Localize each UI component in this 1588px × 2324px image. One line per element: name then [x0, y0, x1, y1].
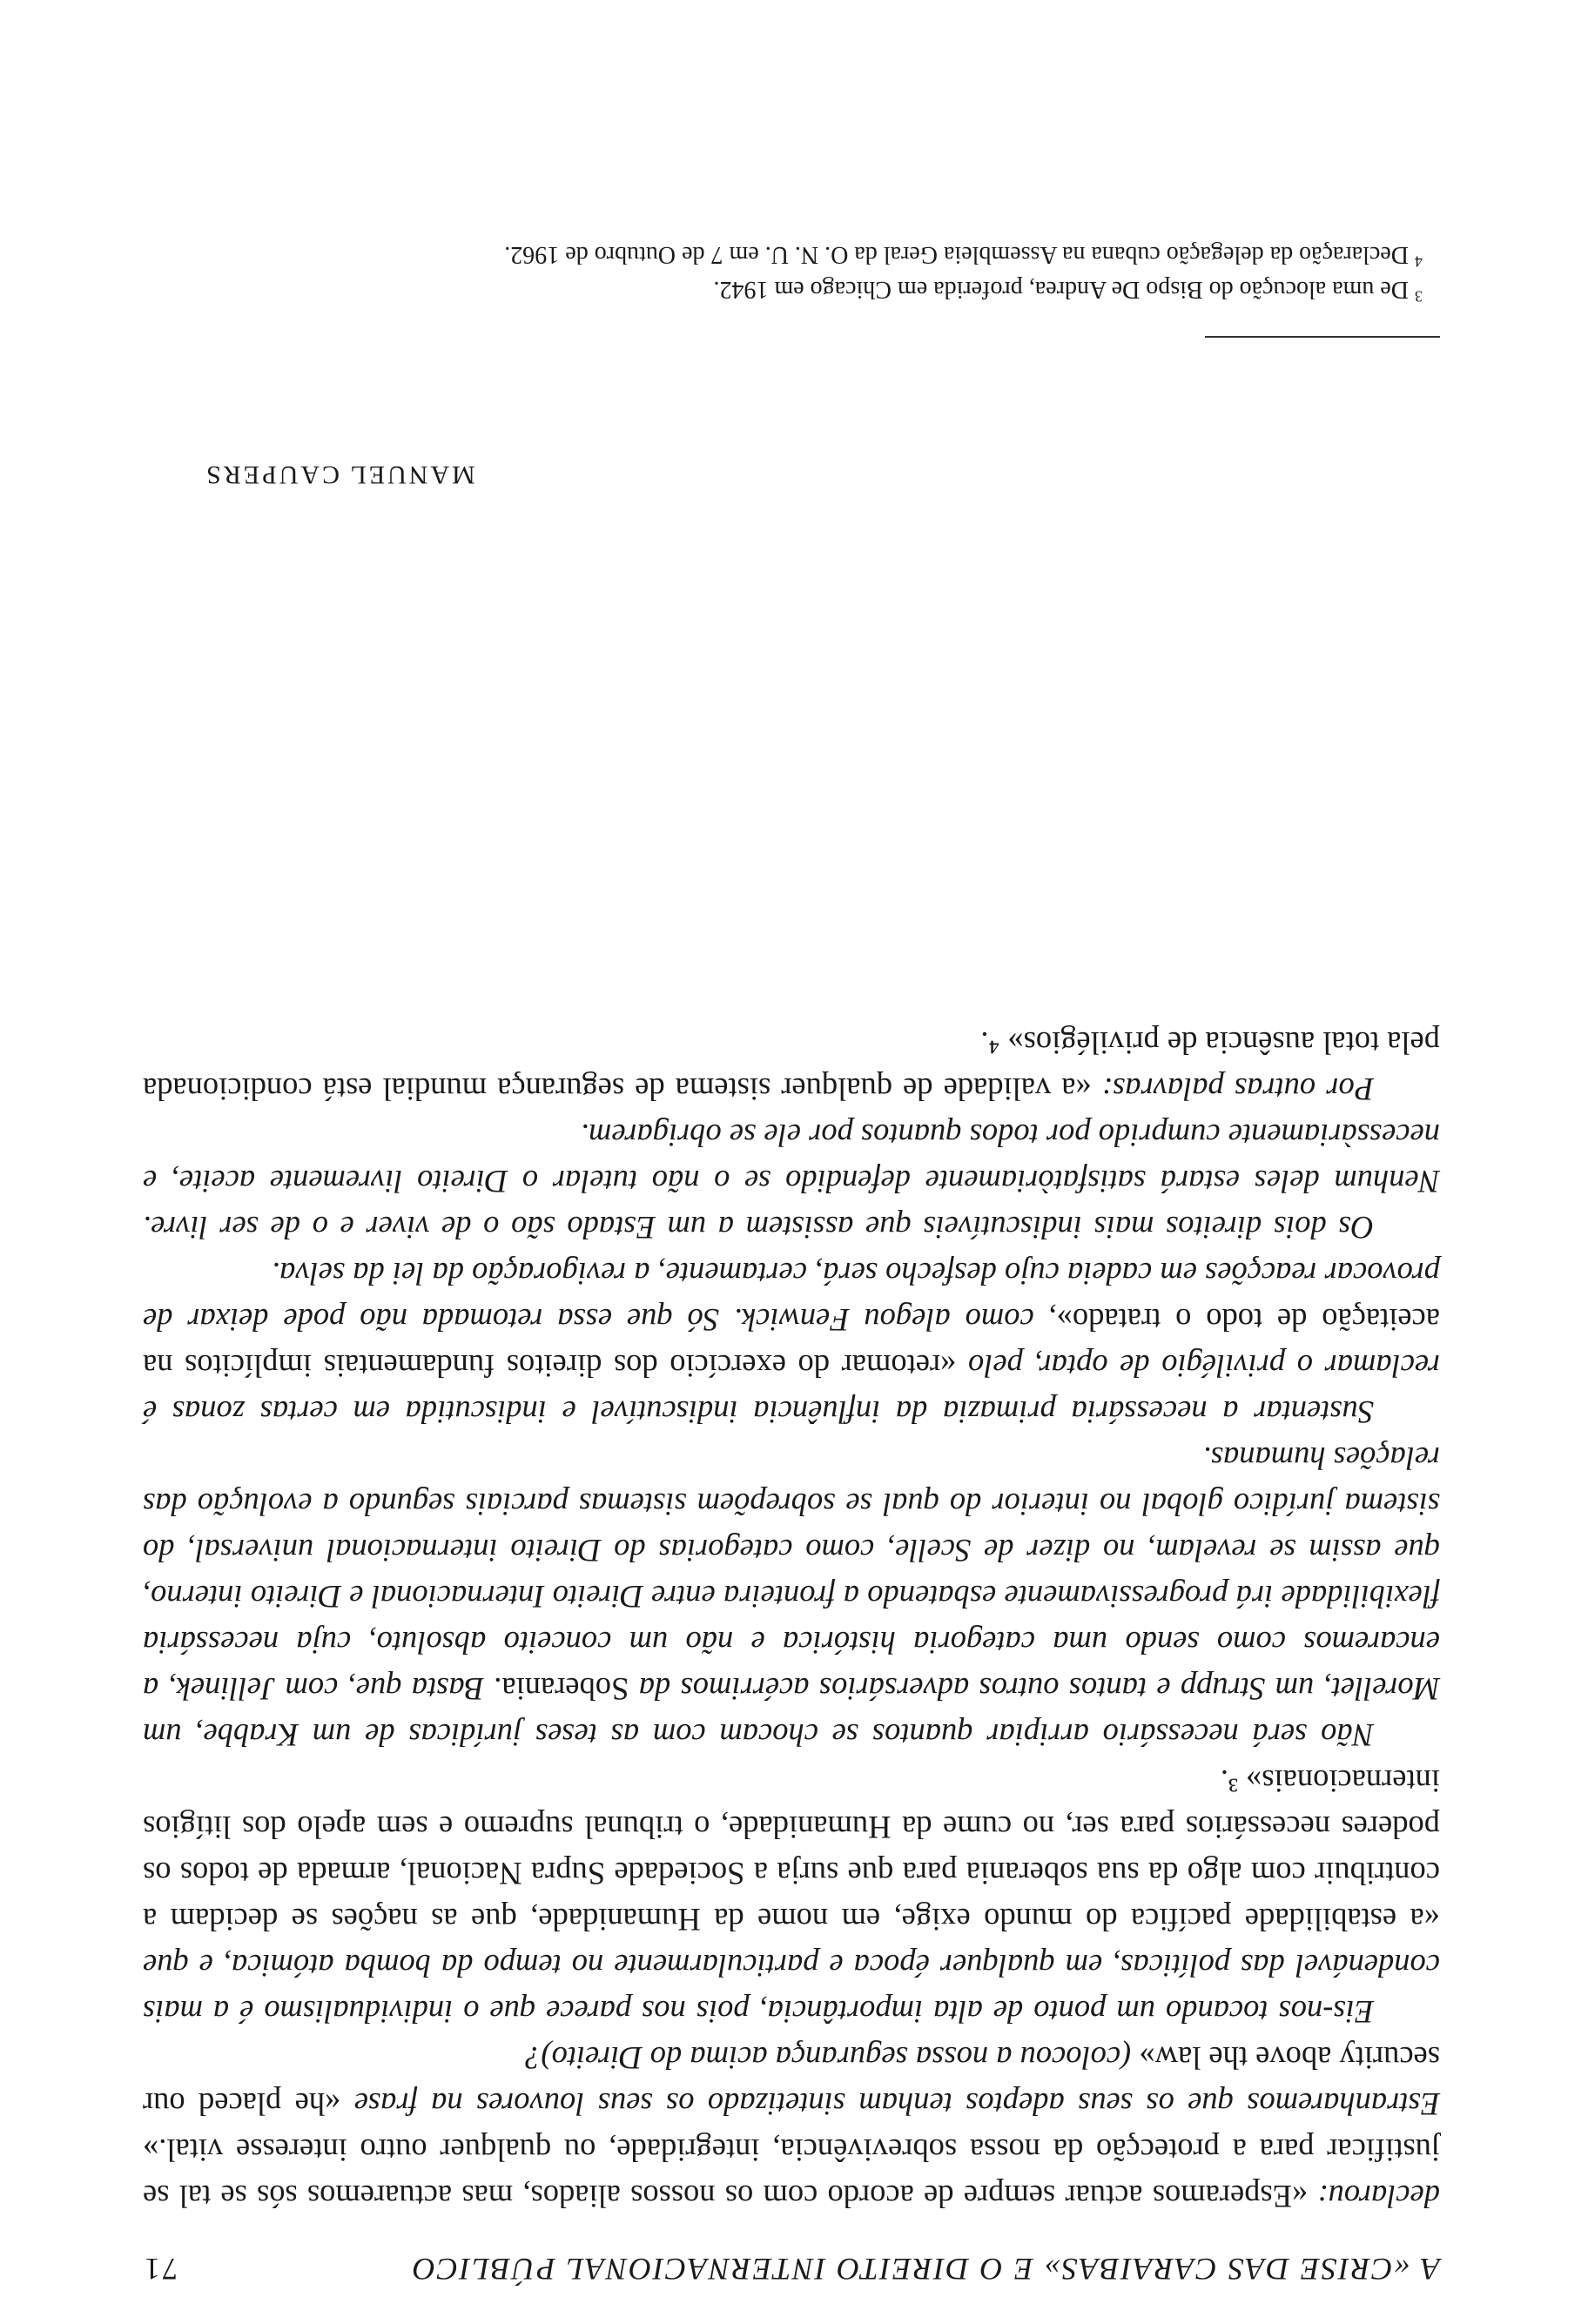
- italic-run: Sustentar a necessária primazia da influência indiscutível e indiscutida em certas zonas é reclamar o privilégio de optar, pelo: [143, 1348, 1440, 1430]
- italic-run: Por outras palavras:: [1091, 1071, 1374, 1107]
- roman-run: «retomar do exercício dos direitos fundamentais implícitos na aceitação de todo o tratado»,: [143, 1302, 1440, 1384]
- roman-run: ⁴.: [980, 1025, 1008, 1061]
- body-paragraph: [143, 1435, 1440, 1758]
- author-signature: MANUEL CAUPERS: [204, 460, 475, 489]
- italic-run: declarou:: [1308, 2179, 1440, 2214]
- italic-run: Os dois direitos mais indiscutíveis que assistem a um Estado são o de viver e o de ser livre. Nenhum deles estará satisfatòriamente defendido se o não tutelar o Direito livremente aceite, e necessàriamente cumprido por todos quantos por ele se obrigarem.: [143, 1118, 1440, 1246]
- roman-run: «a estabilidade pacífica do mundo exige, em nome da Humanidade, que as nações se decidam a contribuir com algo da sua soberania para que surja a Sociedade Supra Nacional, armada de todos os poderes necessários para ser, no cume da Humanidade, o tribunal supremo e sem apelo dos litígios internacionais»: [143, 1763, 1440, 1938]
- footnotes: [143, 237, 1440, 306]
- footnote-number: 4: [1415, 252, 1423, 271]
- body-paragraph: [143, 1112, 1440, 1251]
- body-paragraph: [143, 2035, 1440, 2220]
- italic-run: Basta que, com Jellinek, a encaremos como sendo uma categoria histórica e não um conceito absoluto, cuja necessária flexibilidade irá progressivamente esbatendo a fronteira entre Direito Internacional e Direito interno, que assim se revelam, no dizer de Scelle, como categorias do Direito internacional universal, do sistema jurídico global no interior do qual se sobrepõem sistemas parciais segundo a evolução das relações humanas.: [143, 1441, 1440, 1707]
- roman-run: «he placed our security above the law»: [143, 2040, 1440, 2122]
- body-paragraph: [143, 1758, 1440, 2035]
- italic-run: Estranharemos que os seus adeptos tenham sintetizado os seus louvores na frase: [340, 2086, 1440, 2122]
- body-paragraph: [143, 1251, 1440, 1435]
- footnote: [143, 237, 1440, 272]
- body-paragraph: [143, 1020, 1440, 1112]
- italic-run: como alegou Fenwick. Só que essa retomada não pode deixar de provocar reacções em cadeia cujo desfecho será, certamente, a revigoração da lei da selva.: [143, 1256, 1440, 1338]
- roman-run: «a validade de qualquer sistema de segurança mundial está condicionada pela total ausência de privilégios»: [143, 1025, 1440, 1107]
- running-header: [143, 2251, 1440, 2287]
- page-number: 71: [143, 2252, 178, 2287]
- roman-run: ³.: [1220, 1763, 1247, 1799]
- roman-run: Soberania.: [483, 1671, 629, 1707]
- roman-run: «Esperamos actuar sempre de acordo com os nossos aliados, mas actuaremos sós se tal se justificar para a protecção da nossa sobrevivência, integridade, ou qualquer outro interesse vital.»: [143, 2133, 1440, 2214]
- italic-run: (colocou a nossa segurança acima do Direito)?: [525, 2040, 1132, 2076]
- running-title: A «CRISE DAS CARAIBAS» E O DIREITO INTERNACIONAL PÚBLICO: [411, 2252, 1440, 2287]
- footnote-separator: [1205, 336, 1440, 338]
- footnote-text: De uma alocução do Bispo De Andrea, proferida em Chicago em 1942.: [713, 276, 1415, 303]
- footnote-text: Declaração da delegação cubana na Assembleia Geral da O. N. U. em 7 de Outubro de 1962.: [504, 241, 1415, 268]
- footnote: [143, 272, 1440, 306]
- body-text: [143, 1020, 1440, 2220]
- italic-run: Eis-nos tocando um ponto de alta importância, pois nos parece que o individualismo é a mais condenável das políticas, em qualquer época e particularmente no tempo da bomba atómica, e que: [143, 1948, 1440, 2030]
- footnote-number: 3: [1415, 287, 1423, 306]
- italic-run: Não será necessário arripiar quantos se chocam com as teses jurídicas de um Krabbe, um Morellet, um Strupp e tantos outros adversários acérrimos da: [143, 1671, 1440, 1753]
